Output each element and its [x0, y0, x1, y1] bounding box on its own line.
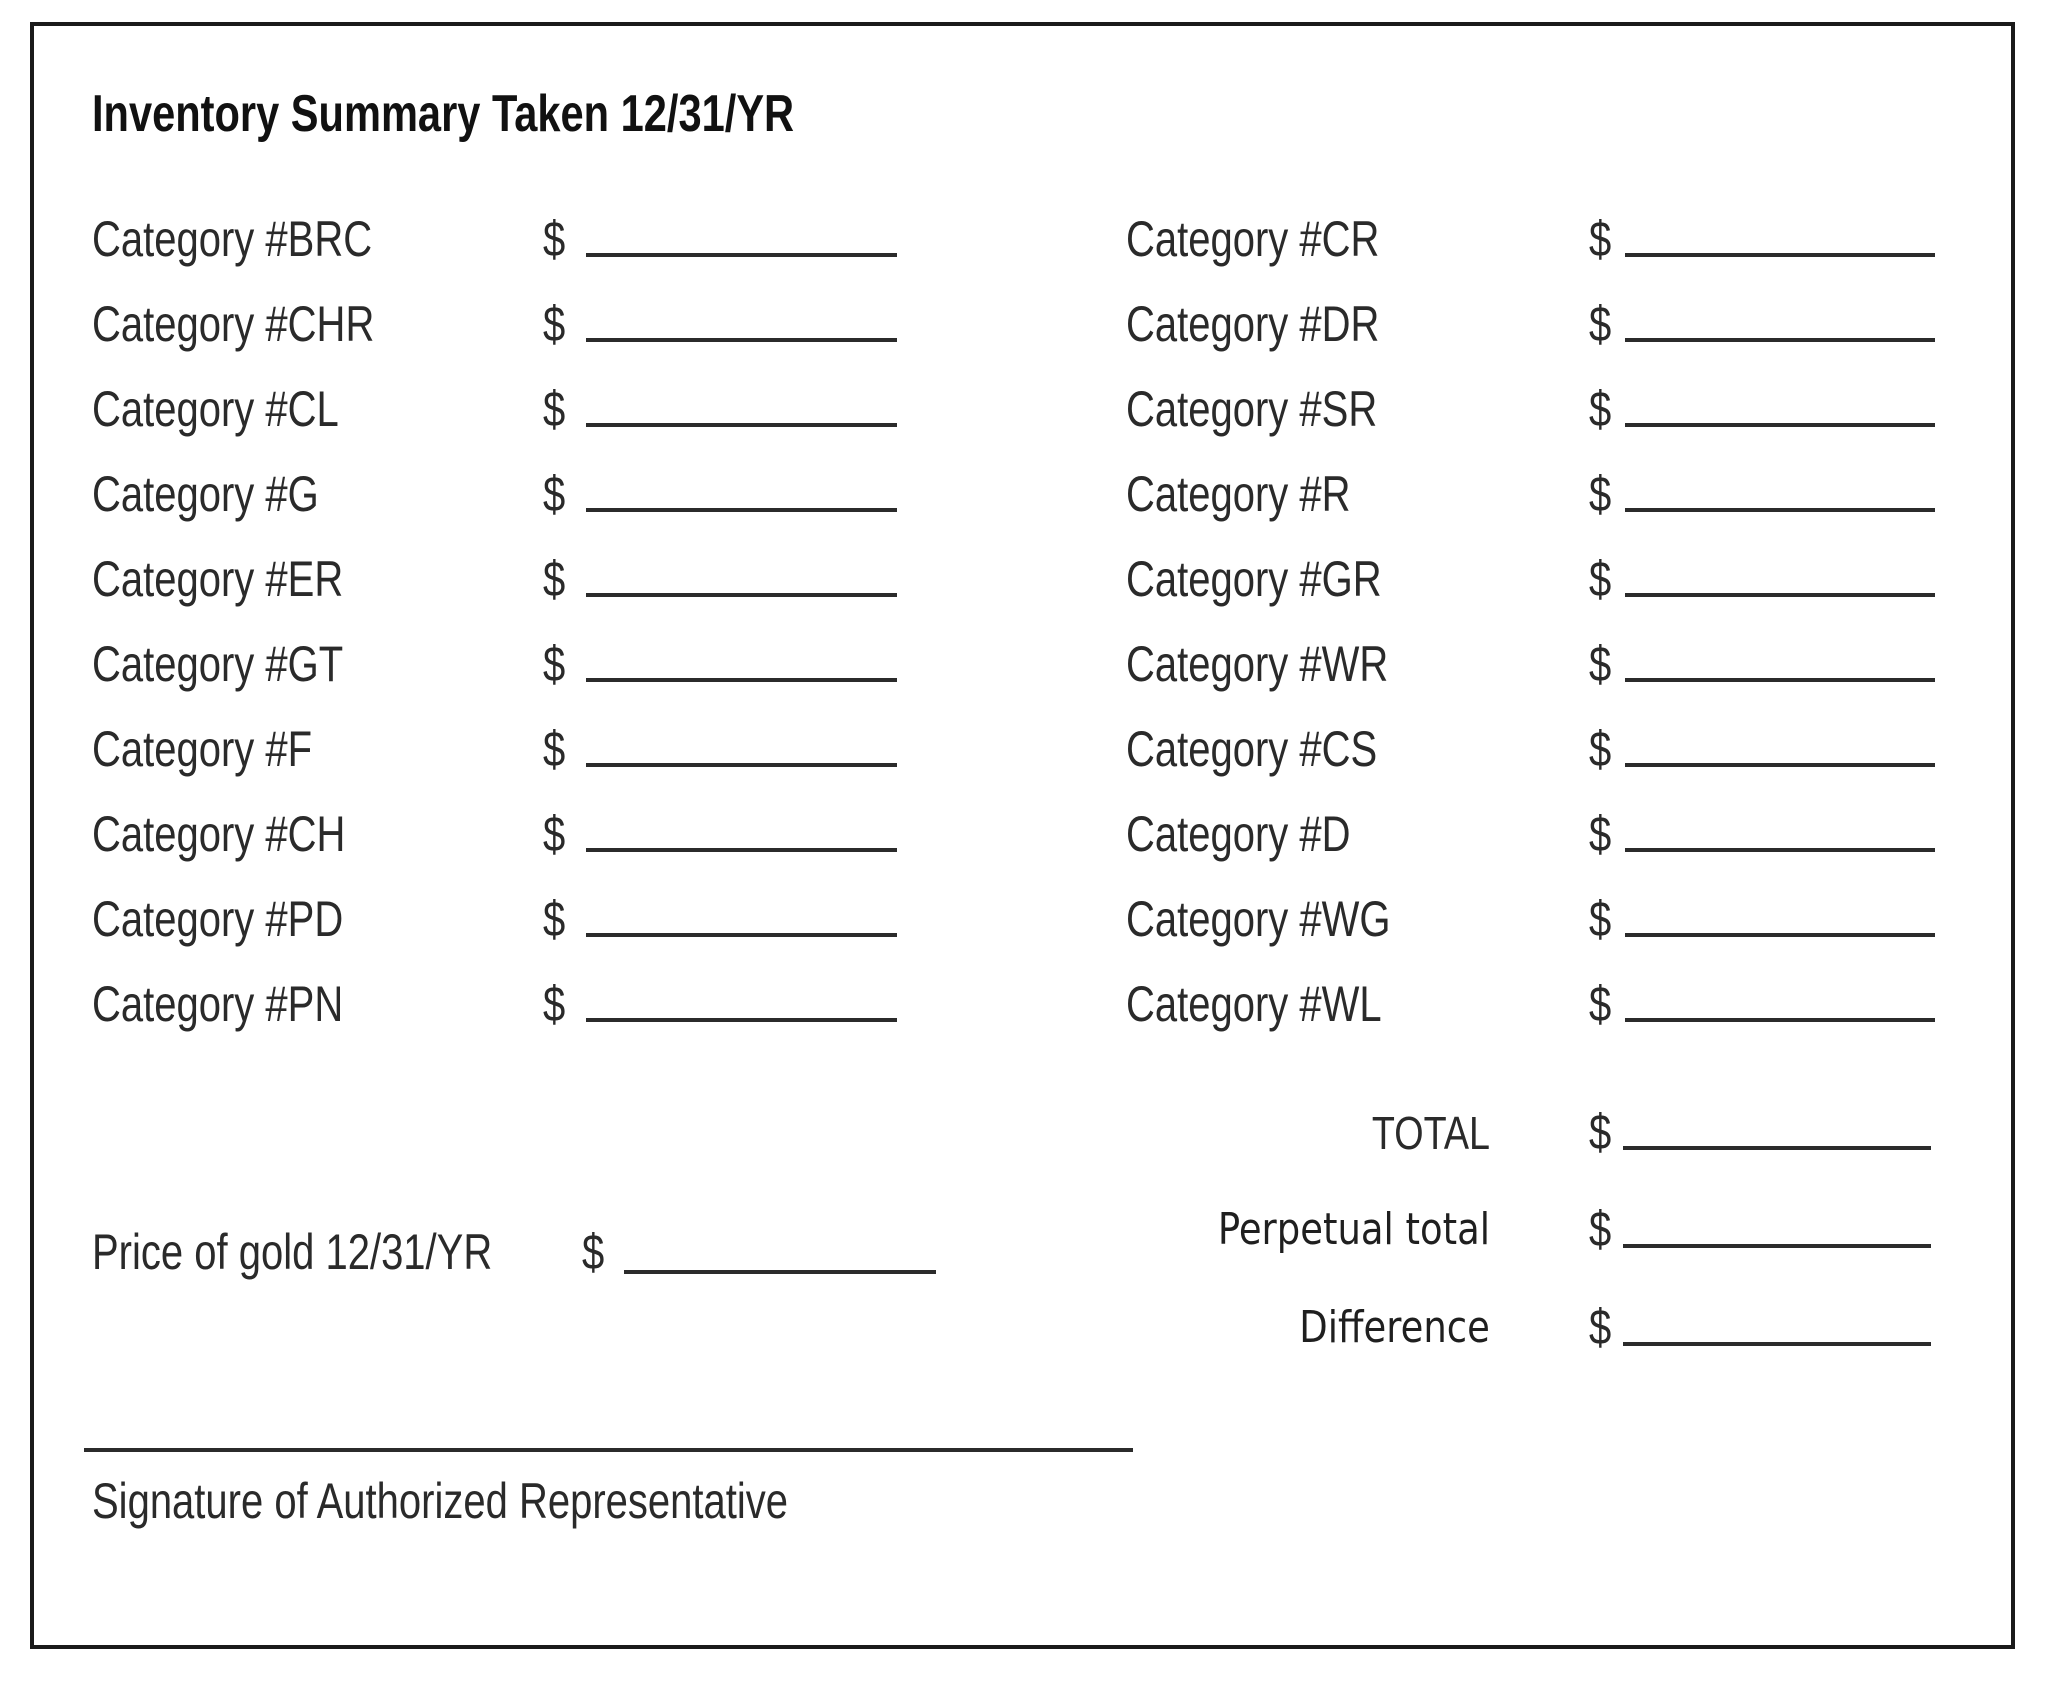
dollar-sign: $ [1589, 296, 1612, 352]
category-label: Category #SR [1126, 381, 1378, 437]
dollar-sign: $ [543, 891, 566, 947]
difference-label: Difference [1299, 1302, 1490, 1353]
perpetual-dollar-sign: $ [1589, 1201, 1612, 1257]
category-amount-input-line[interactable] [1625, 763, 1935, 767]
category-amount-input-line[interactable] [1625, 338, 1935, 342]
dollar-sign: $ [543, 551, 566, 607]
category-amount-input-line[interactable] [586, 253, 897, 257]
difference-input-line[interactable] [1623, 1342, 1931, 1346]
category-label: Category #CHR [92, 296, 375, 352]
signature-label: Signature of Authorized Representative [92, 1473, 788, 1529]
category-label: Category #WG [1126, 891, 1391, 947]
category-amount-input-line[interactable] [1625, 423, 1935, 427]
category-label: Category #R [1126, 466, 1351, 522]
dollar-sign: $ [543, 381, 566, 437]
signature-line[interactable] [84, 1448, 1133, 1452]
category-label: Category #ER [92, 551, 344, 607]
gold-price-label: Price of gold 12/31/YR [92, 1224, 493, 1280]
dollar-sign: $ [543, 976, 566, 1032]
category-label: Category #WL [1126, 976, 1382, 1032]
dollar-sign: $ [1589, 211, 1612, 267]
dollar-sign: $ [1589, 551, 1612, 607]
dollar-sign: $ [1589, 636, 1612, 692]
category-label: Category #BRC [92, 211, 373, 267]
category-amount-input-line[interactable] [586, 763, 897, 767]
category-label: Category #CS [1126, 721, 1378, 777]
dollar-sign: $ [1589, 806, 1612, 862]
category-amount-input-line[interactable] [1625, 508, 1935, 512]
category-label: Category #D [1126, 806, 1351, 862]
gold-price-dollar-sign: $ [582, 1224, 605, 1280]
total-input-line[interactable] [1623, 1146, 1931, 1150]
dollar-sign: $ [543, 721, 566, 777]
category-label: Category #PD [92, 891, 344, 947]
category-label: Category #CR [1126, 211, 1380, 267]
category-label: Category #F [92, 721, 313, 777]
perpetual-total-input-line[interactable] [1623, 1244, 1931, 1248]
category-label: Category #G [92, 466, 319, 522]
category-amount-input-line[interactable] [586, 933, 897, 937]
category-label: Category #PN [92, 976, 344, 1032]
dollar-sign: $ [543, 636, 566, 692]
form-title: Inventory Summary Taken 12/31/YR [92, 85, 795, 143]
category-label: Category #WR [1126, 636, 1389, 692]
category-amount-input-line[interactable] [1625, 678, 1935, 682]
category-amount-input-line[interactable] [586, 848, 897, 852]
dollar-sign: $ [1589, 721, 1612, 777]
dollar-sign: $ [1589, 976, 1612, 1032]
dollar-sign: $ [543, 466, 566, 522]
category-amount-input-line[interactable] [586, 423, 897, 427]
category-amount-input-line[interactable] [586, 678, 897, 682]
category-amount-input-line[interactable] [1625, 253, 1935, 257]
category-label: Category #DR [1126, 296, 1380, 352]
dollar-sign: $ [1589, 381, 1612, 437]
category-label: Category #CH [92, 806, 346, 862]
gold-price-input-line[interactable] [624, 1270, 936, 1274]
category-amount-input-line[interactable] [1625, 1018, 1935, 1022]
dollar-sign: $ [1589, 891, 1612, 947]
category-amount-input-line[interactable] [1625, 848, 1935, 852]
dollar-sign: $ [543, 211, 566, 267]
total-dollar-sign: $ [1589, 1104, 1612, 1160]
dollar-sign: $ [543, 806, 566, 862]
category-amount-input-line[interactable] [1625, 933, 1935, 937]
category-amount-input-line[interactable] [586, 1018, 897, 1022]
category-label: Category #GT [92, 636, 344, 692]
difference-dollar-sign: $ [1589, 1299, 1612, 1355]
dollar-sign: $ [543, 296, 566, 352]
total-label: TOTAL [1371, 1107, 1490, 1159]
perpetual-total-label: Perpetual total [1217, 1204, 1490, 1255]
category-label: Category #CL [92, 381, 339, 437]
dollar-sign: $ [1589, 466, 1612, 522]
category-amount-input-line[interactable] [586, 593, 897, 597]
category-amount-input-line[interactable] [1625, 593, 1935, 597]
category-amount-input-line[interactable] [586, 338, 897, 342]
category-label: Category #GR [1126, 551, 1382, 607]
category-amount-input-line[interactable] [586, 508, 897, 512]
